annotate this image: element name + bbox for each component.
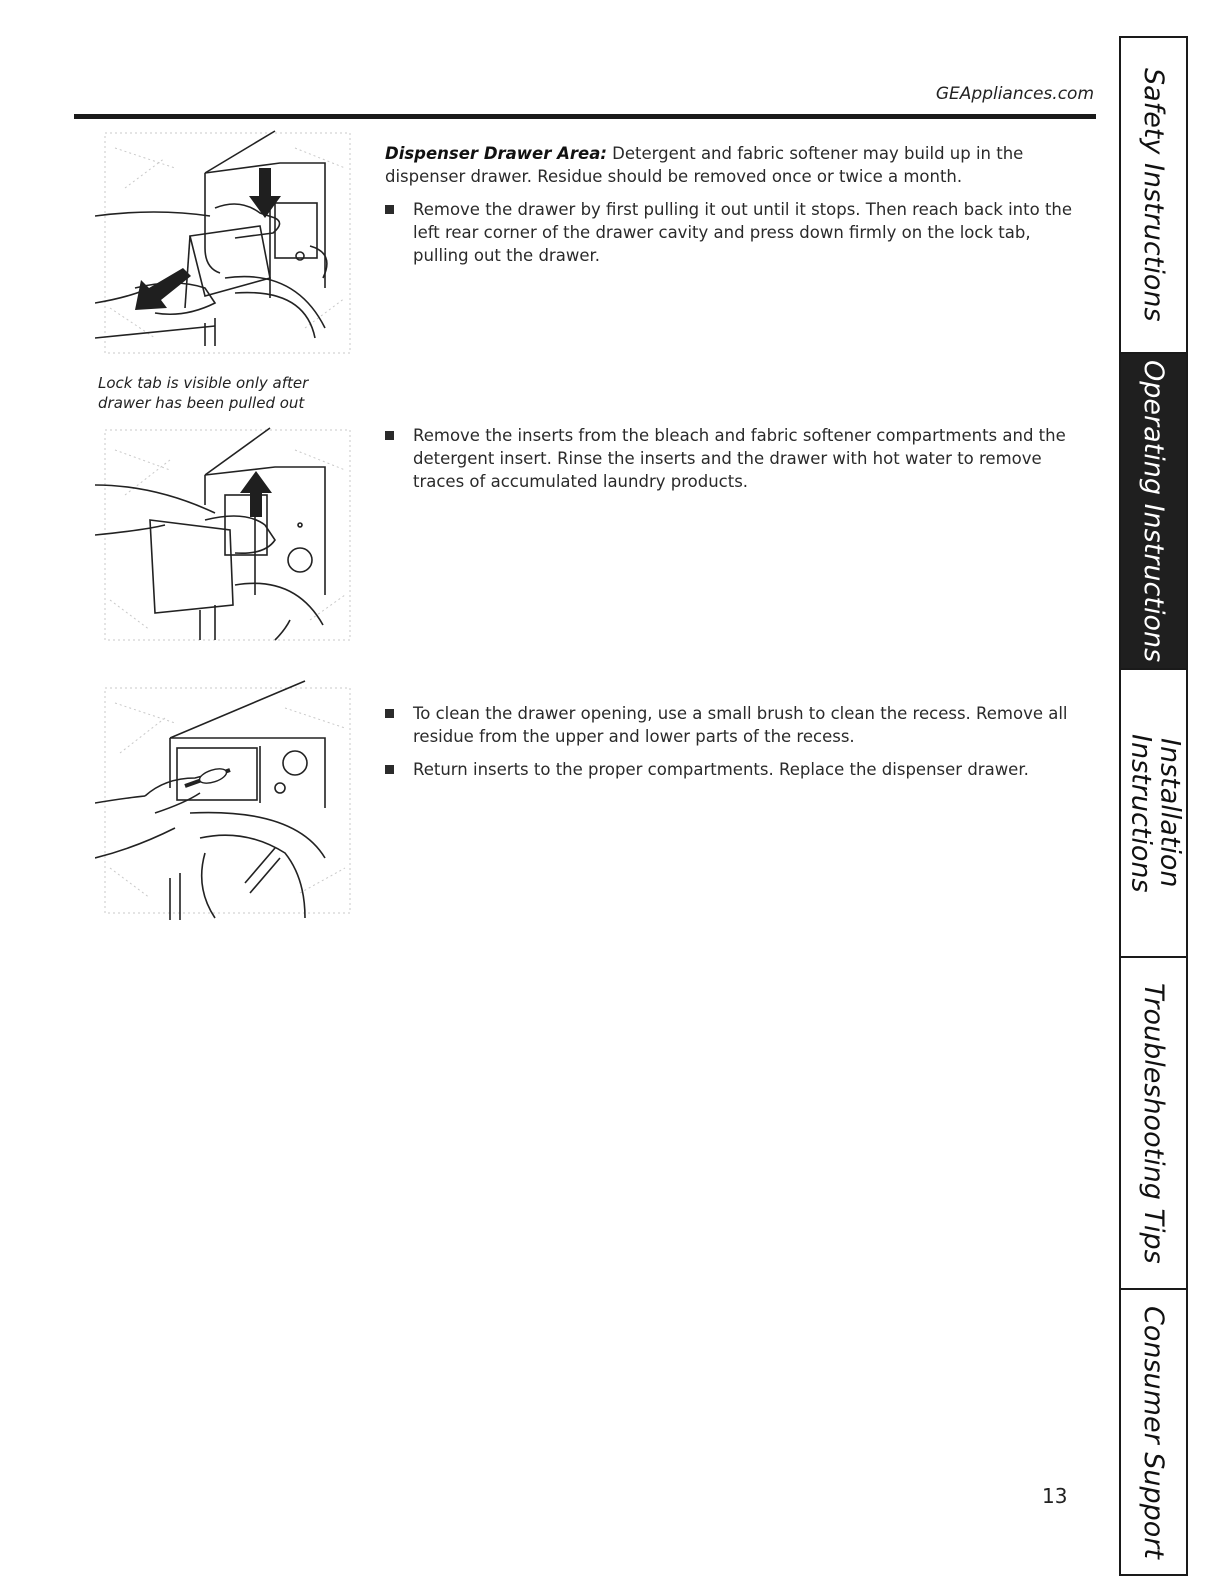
section-dispenser-drawer bbox=[385, 142, 1085, 267]
illustration-remove-drawer bbox=[95, 128, 355, 358]
site-url: GEAppliances.com bbox=[935, 84, 1094, 104]
list-item: Remove the drawer by first pulling it out until it stops. Then reach back into the left rear corner of the drawer cavity and press down firmly on the lock tab, pulling out the drawer. bbox=[385, 198, 1085, 267]
section-heading: Dispenser Drawer Area: bbox=[385, 144, 607, 163]
square-bullet-icon bbox=[385, 205, 394, 214]
figure-caption: Lock tab is visible only after drawer has been pulled out bbox=[98, 374, 309, 412]
tab-installation-instructions[interactable] bbox=[1121, 670, 1186, 958]
section-intro-text: Detergent and fabric softener may build up in the dispenser drawer. Residue should be removed once or twice a month. bbox=[385, 144, 1024, 186]
header-rule bbox=[74, 114, 1096, 119]
list-item: Remove the inserts from the bleach and fabric softener compartments and the detergent insert. Rinse the inserts and the drawer with hot water to remove traces of accumulated laundry products. bbox=[385, 424, 1085, 493]
tab-label: Operating Instructions bbox=[1138, 359, 1169, 663]
tab-consumer-support[interactable] bbox=[1121, 1290, 1186, 1574]
tab-troubleshooting-tips[interactable] bbox=[1121, 958, 1186, 1290]
illustration-remove-inserts bbox=[95, 425, 355, 650]
tab-label: Safety Instructions bbox=[1138, 68, 1169, 322]
tab-label: Installation Instructions bbox=[1125, 733, 1186, 893]
square-bullet-icon bbox=[385, 765, 394, 774]
list-item: Return inserts to the proper compartments. Replace the dispenser drawer. bbox=[385, 758, 1085, 781]
list-item: To clean the drawer opening, use a small brush to clean the recess. Remove all residue from the upper and lower parts of the recess. bbox=[385, 702, 1085, 748]
tab-label: Troubleshooting Tips bbox=[1138, 982, 1169, 1264]
arrow-down-icon bbox=[249, 168, 281, 218]
illustration-clean-recess bbox=[95, 678, 355, 920]
tab-operating-instructions[interactable] bbox=[1121, 354, 1186, 670]
section-clean-opening bbox=[385, 702, 1085, 781]
brush-icon bbox=[185, 766, 230, 786]
section-remove-inserts bbox=[385, 424, 1085, 493]
square-bullet-icon bbox=[385, 431, 394, 440]
square-bullet-icon bbox=[385, 709, 394, 718]
tab-label: Consumer Support bbox=[1138, 1305, 1169, 1559]
section-intro bbox=[385, 142, 1085, 188]
tab-safety-instructions[interactable] bbox=[1121, 38, 1186, 354]
page-number: 13 bbox=[1042, 1484, 1068, 1508]
section-tabs bbox=[1119, 36, 1188, 1576]
arrow-down-left-icon bbox=[135, 268, 191, 310]
